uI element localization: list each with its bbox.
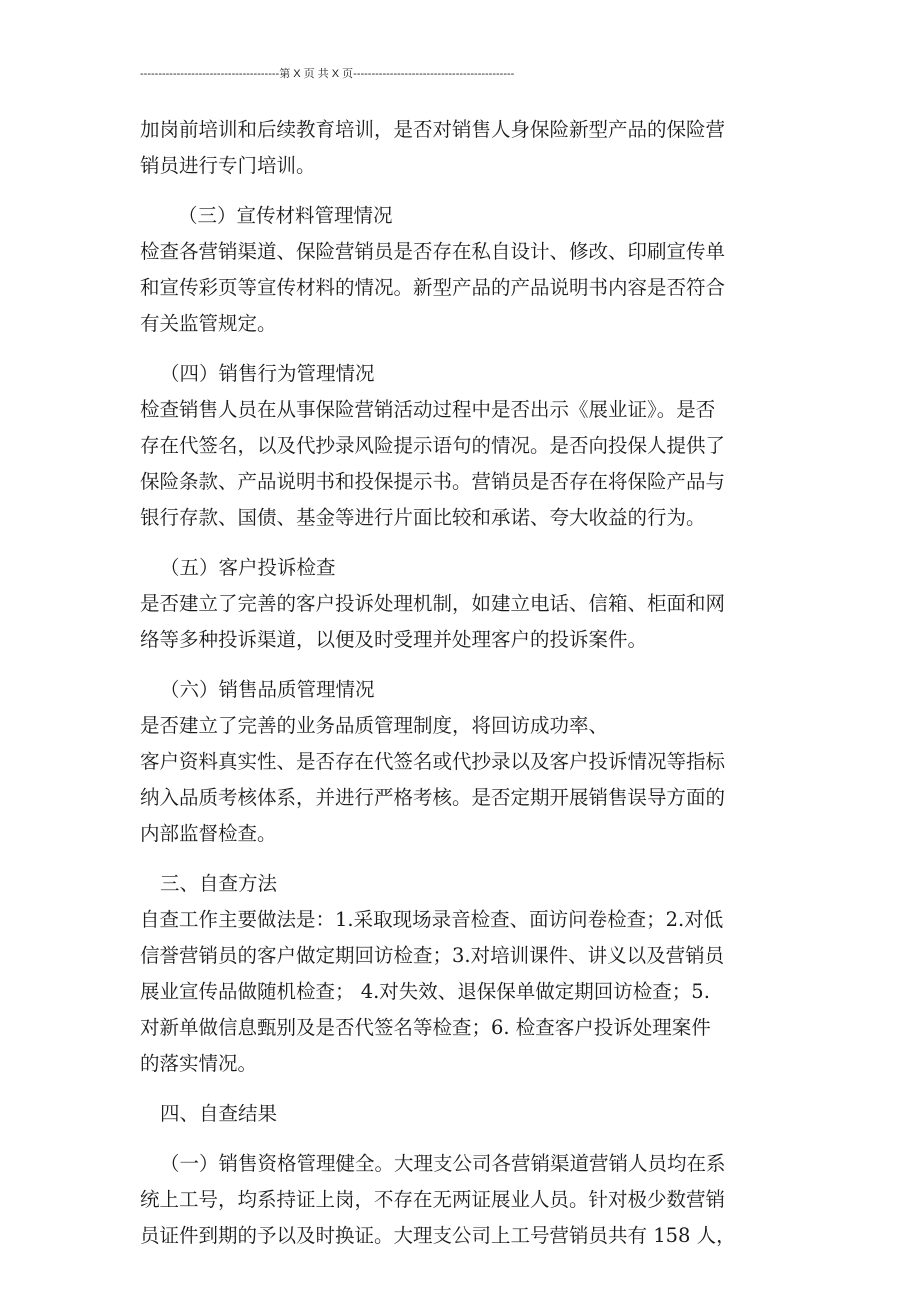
body-text-line: 检查各营销渠道、保险营销员是否存在私自设计、修改、印刷宣传单 [140,240,726,263]
body-text-line: 纳入品质考核体系，并进行严格考核。是否定期开展销售误导方面的 [140,786,726,809]
body-text-line: 的落实情况。 [140,1052,258,1075]
body-text-line: 是否建立了完善的业务品质管理制度，将回访成功率、 [140,714,609,737]
body-text-line: 存在代签名，以及代抄录风险提示语句的情况。是否向投保人提供了 [140,434,726,457]
section-heading: （四）销售行为管理情况 [160,362,375,385]
body-text-line: 是否建立了完善的客户投诉处理机制，如建立电话、信箱、柜面和网 [140,592,726,615]
page-header: --------------------------------------第 X 页 共 X 页-------------------------------------------- [140,68,515,80]
body-text-line: 信誉营销员的客户做定期回访检查；3.对培训课件、讲义以及营销员 [140,944,725,967]
body-text-line: 对新单做信息甄别及是否代签名等检查；6. 检查客户投诉处理案件 [140,1016,711,1039]
paragraph-gap [140,536,790,550]
body-text-line: 加岗前培训和后续教育培训，是否对销售人身保险新型产品的保险营 [140,118,726,141]
section-heading: （一）销售资格管理健全。大理支公司各营销渠道营销人员均在系 [160,1152,726,1175]
paragraph-gap [140,342,790,356]
section-heading: （三）宣传材料管理情况 [178,204,393,227]
body-text-line: 自查工作主要做法是：1.采取现场录音检查、面访问卷检查；2.对低 [140,908,724,931]
body-text-line: 内部监督检查。 [140,822,277,845]
section-heading: 四、自查结果 [160,1102,278,1125]
paragraph-gap [140,1132,790,1146]
body-text-line: 和宣传彩页等宣传材料的情况。新型产品的产品说明书内容是否符合 [140,276,726,299]
body-text-line: 销员进行专门培训。 [140,154,316,177]
body-text-line: 保险条款、产品说明书和投保提示书。营销员是否存在将保险产品与 [140,470,726,493]
body-text-line: 检查销售人员在从事保险营销活动过程中是否出示《展业证》。是否 [140,398,716,421]
body-text-line: 员证件到期的予以及时换证。大理支公司上工号营销员共有 158 人， [140,1224,736,1247]
section-heading: （五）客户投诉检查 [160,556,336,579]
body-text-line: 展业宣传品做随机检查； 4.对失效、退保保单做定期回访检查；5. [140,980,710,1003]
body-text-line: 统上工号，均系持证上岗，不存在无两证展业人员。针对极少数营销 [140,1188,726,1211]
body-text-line: 银行存款、国债、基金等进行片面比较和承诺、夸大收益的行为。 [140,506,706,529]
body-text-line: 络等多种投诉渠道，以便及时受理并处理客户的投诉案件。 [140,628,648,651]
paragraph-gap [140,658,790,672]
body-text-line: 有关监管规定。 [140,312,277,335]
section-heading: 三、自查方法 [160,872,278,895]
paragraph-gap [140,852,790,866]
paragraph-gap [140,1082,790,1096]
section-heading: （六）销售品质管理情况 [160,678,375,701]
document-body [140,112,790,1254]
paragraph-gap [140,184,790,198]
body-text-line: 客户资料真实性、是否存在代签名或代抄录以及客户投诉情况等指标 [140,750,726,773]
